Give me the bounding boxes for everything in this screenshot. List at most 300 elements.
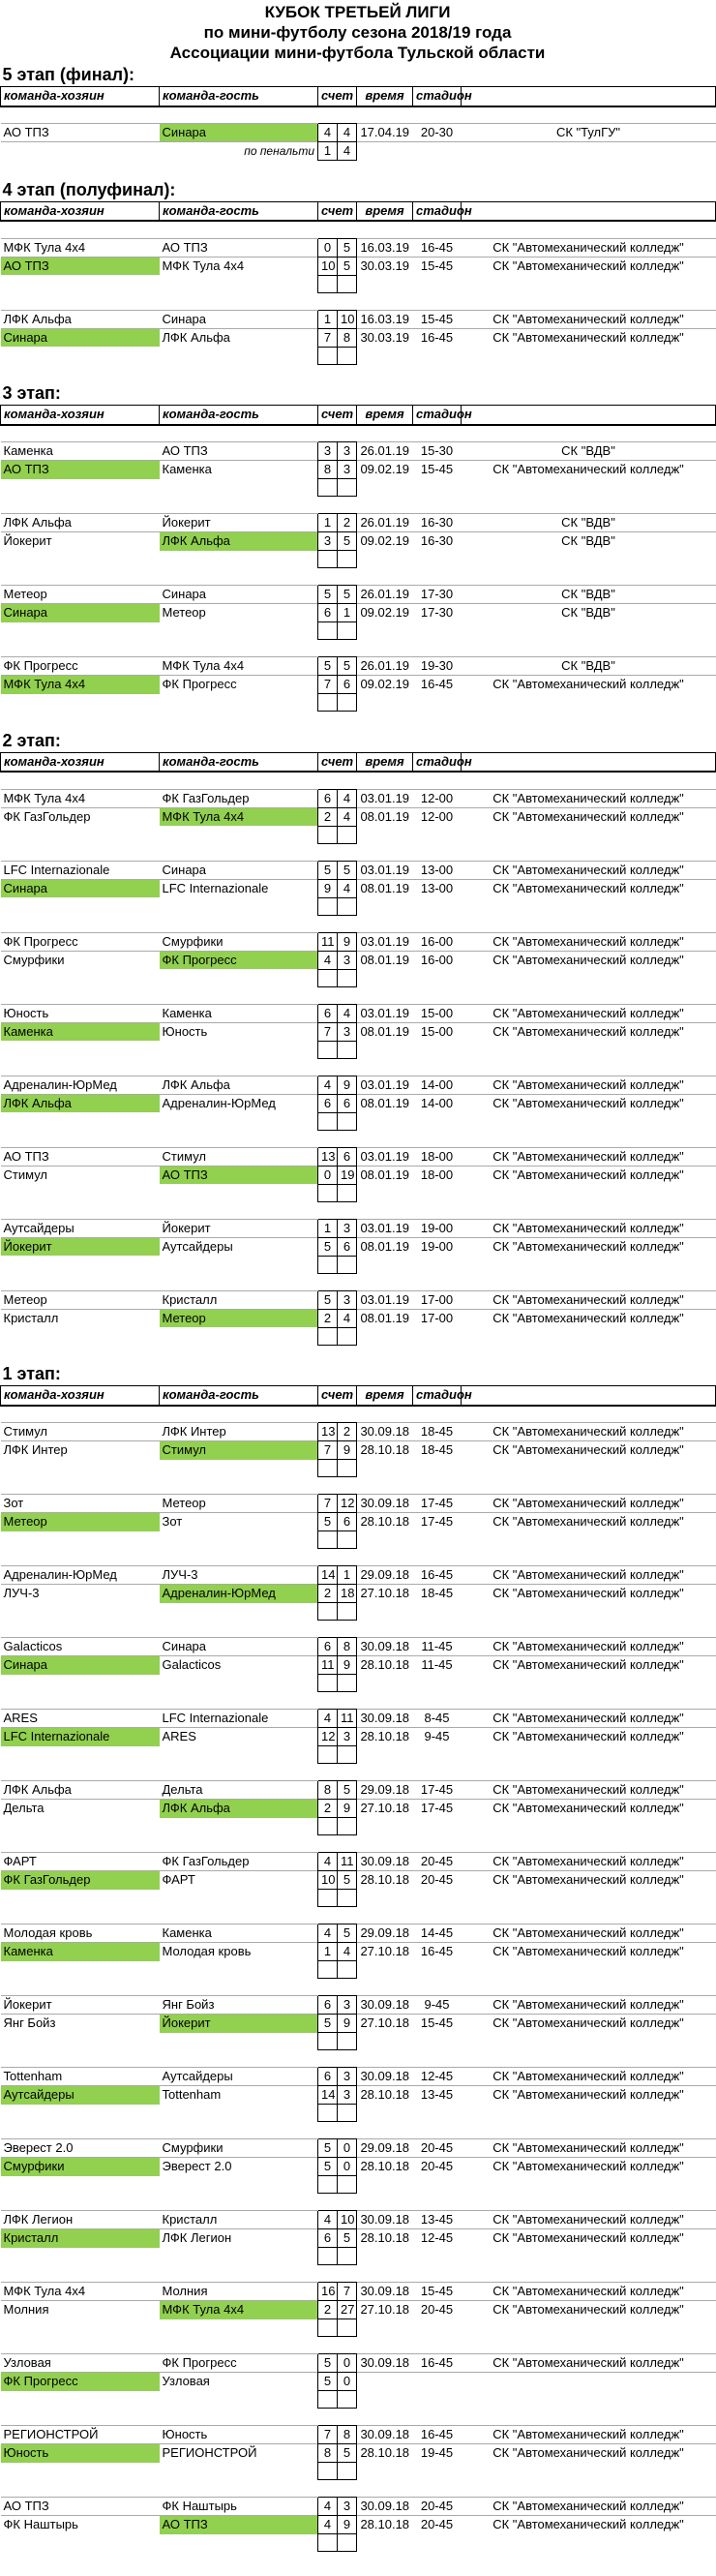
empty-cell xyxy=(413,1746,462,1764)
empty-cell xyxy=(338,2480,357,2498)
match-time: 18-00 xyxy=(413,1166,462,1184)
away-score: 10 xyxy=(338,310,357,328)
match-date: 28.10.18 xyxy=(357,2158,413,2176)
empty-cell xyxy=(318,551,338,568)
empty-cell xyxy=(338,1130,357,1147)
empty-cell xyxy=(462,915,716,932)
empty-cell xyxy=(338,2552,357,2569)
empty-cell xyxy=(338,1184,357,1201)
match-row xyxy=(1,514,716,532)
column-header: команда-хозяин xyxy=(1,406,160,425)
aggregate-row xyxy=(1,479,716,497)
empty-cell xyxy=(318,2391,338,2409)
empty-cell xyxy=(338,772,357,789)
empty-cell xyxy=(357,106,413,124)
empty-cell xyxy=(357,772,413,789)
empty-cell xyxy=(160,2122,318,2139)
empty-cell xyxy=(318,347,338,364)
stadium: СК "Автомеханический колледж" xyxy=(462,1943,716,1961)
match-date: 29.09.18 xyxy=(357,2139,413,2158)
empty-cell xyxy=(338,1345,357,1362)
empty-cell xyxy=(318,772,338,789)
empty-cell xyxy=(338,640,357,657)
empty-cell xyxy=(462,2391,716,2409)
home-team: Янг Бойз xyxy=(1,2015,160,2033)
match-row xyxy=(1,1495,716,1513)
home-score: 14 xyxy=(318,1566,338,1585)
empty-cell xyxy=(160,712,318,729)
aggregate-row xyxy=(1,2463,716,2480)
empty-cell xyxy=(160,772,318,789)
empty-cell xyxy=(357,275,413,292)
home-team: Йокерит xyxy=(1,532,160,551)
home-team: Стимул xyxy=(1,1423,160,1441)
empty-cell xyxy=(357,2463,413,2480)
empty-cell xyxy=(413,275,462,292)
empty-cell xyxy=(1,221,160,238)
stadium: СК "Автомеханический колледж" xyxy=(462,2068,716,2086)
match-date: 03.01.19 xyxy=(357,789,413,807)
empty-cell xyxy=(318,568,338,586)
away-team: Янг Бойз xyxy=(160,1996,318,2015)
match-time: 15-45 xyxy=(413,2283,462,2301)
home-team: МФК Тула 4х4 xyxy=(1,238,160,257)
match-date: 03.01.19 xyxy=(357,1004,413,1022)
spacer-row xyxy=(1,1549,716,1566)
column-header: команда-гость xyxy=(160,87,318,106)
empty-cell xyxy=(338,1621,357,1638)
empty-cell xyxy=(160,1692,318,1710)
away-score: 0 xyxy=(338,2158,357,2176)
away-score: 5 xyxy=(338,657,357,676)
empty-cell xyxy=(1,1961,160,1979)
empty-cell xyxy=(357,1979,413,1996)
empty-cell xyxy=(357,1961,413,1979)
empty-cell xyxy=(413,915,462,932)
match-date: 08.01.19 xyxy=(357,951,413,969)
empty-cell xyxy=(160,2248,318,2265)
match-time: 20-45 xyxy=(413,2301,462,2319)
stadium: СК "Автомеханический колледж" xyxy=(462,1585,716,1603)
aggregate-row xyxy=(1,2248,716,2265)
match-row xyxy=(1,1853,716,1871)
column-header xyxy=(462,201,716,221)
empty-cell xyxy=(462,1621,716,1638)
away-score: 8 xyxy=(338,328,357,347)
stadium: СК "Автомеханический колледж" xyxy=(462,1996,716,2015)
away-score: 5 xyxy=(338,1871,357,1890)
empty-cell xyxy=(1,275,160,292)
home-score: 5 xyxy=(318,2354,338,2373)
aggregate-row xyxy=(1,1460,716,1477)
empty-cell xyxy=(318,2265,338,2283)
empty-cell xyxy=(160,292,318,310)
home-team: ЛУЧ-3 xyxy=(1,1585,160,1603)
title-line-1: КУБОК ТРЕТЬЕЙ ЛИГИ xyxy=(264,3,451,21)
match-row xyxy=(1,2444,716,2463)
empty-cell xyxy=(338,1549,357,1566)
home-score: 4 xyxy=(318,951,338,969)
empty-cell xyxy=(1,2319,160,2337)
home-score: 14 xyxy=(318,2086,338,2105)
home-team: ФК Прогресс xyxy=(1,2373,160,2391)
away-team: ЛФК Альфа xyxy=(160,532,318,551)
stadium: СК "Автомеханический колледж" xyxy=(462,932,716,951)
away-team: Дельта xyxy=(160,1781,318,1800)
stadium: СК "Автомеханический колледж" xyxy=(462,238,716,257)
spacer-row xyxy=(1,640,716,657)
away-team: Адреналин-ЮрМед xyxy=(160,1094,318,1112)
match-time: 13-45 xyxy=(413,2211,462,2229)
empty-cell xyxy=(338,1273,357,1290)
away-team: Эверест 2.0 xyxy=(160,2158,318,2176)
away-score: 12 xyxy=(338,1495,357,1513)
empty-cell xyxy=(357,1477,413,1495)
stadium: СК "Автомеханический колледж" xyxy=(462,1237,716,1256)
empty-cell xyxy=(462,826,716,843)
home-team: LFC Internazionale xyxy=(1,1728,160,1746)
empty-cell xyxy=(357,2050,413,2068)
empty-cell xyxy=(160,2050,318,2068)
match-date: 30.09.18 xyxy=(357,2068,413,2086)
empty-cell xyxy=(160,843,318,861)
empty-cell xyxy=(357,221,413,238)
away-team: АО ТПЗ xyxy=(160,1166,318,1184)
empty-cell xyxy=(338,2176,357,2194)
home-score: 2 xyxy=(318,1309,338,1327)
match-date: 16.03.19 xyxy=(357,238,413,257)
home-team: LFC Internazionale xyxy=(1,861,160,879)
match-date: 03.01.19 xyxy=(357,932,413,951)
empty-cell xyxy=(413,2248,462,2265)
empty-cell xyxy=(462,221,716,238)
empty-cell xyxy=(338,694,357,712)
empty-cell xyxy=(357,551,413,568)
home-team: Tottenham xyxy=(1,2068,160,2086)
empty-cell xyxy=(462,1460,716,1477)
column-header: стадион xyxy=(413,406,462,425)
home-team: ARES xyxy=(1,1710,160,1728)
away-team: ЛУЧ-3 xyxy=(160,1566,318,1585)
match-time: 13-00 xyxy=(413,879,462,897)
home-score: 7 xyxy=(318,2426,338,2444)
empty-cell xyxy=(1,712,160,729)
empty-cell xyxy=(318,843,338,861)
away-score: 3 xyxy=(338,1290,357,1309)
away-team: Йокерит xyxy=(160,1219,318,1237)
match-row xyxy=(1,2373,716,2391)
home-team: ЛФК Интер xyxy=(1,1441,160,1460)
aggregate-row xyxy=(1,1603,716,1621)
away-score: 4 xyxy=(338,1004,357,1022)
home-score: 2 xyxy=(318,2301,338,2319)
empty-cell xyxy=(1,161,160,178)
empty-cell xyxy=(413,1477,462,1495)
empty-cell xyxy=(1,551,160,568)
away-team: Каменка xyxy=(160,1924,318,1943)
match-time: 11-45 xyxy=(413,1638,462,1656)
empty-cell xyxy=(160,1746,318,1764)
empty-cell xyxy=(1,915,160,932)
empty-cell xyxy=(318,2337,338,2354)
match-time: 17-00 xyxy=(413,1309,462,1327)
empty-cell xyxy=(462,1549,716,1566)
spacer-row xyxy=(1,1345,716,1362)
column-header: команда-гость xyxy=(160,201,318,221)
empty-cell xyxy=(338,712,357,729)
stadium: СК "Автомеханический колледж" xyxy=(462,257,716,275)
home-team: Йокерит xyxy=(1,1237,160,1256)
away-score: 4 xyxy=(338,124,357,142)
stadium: СК "ТулГУ" xyxy=(462,124,716,142)
match-row xyxy=(1,2015,716,2033)
home-score: 7 xyxy=(318,328,338,347)
empty-cell xyxy=(1,772,160,789)
empty-cell xyxy=(160,1764,318,1781)
empty-cell xyxy=(357,1692,413,1710)
empty-cell xyxy=(338,2033,357,2050)
column-header: время xyxy=(357,752,413,772)
empty-cell xyxy=(338,1835,357,1853)
stadium: СК "ВДВ" xyxy=(462,442,716,461)
empty-cell xyxy=(413,1327,462,1345)
spacer-row xyxy=(1,986,716,1004)
empty-cell xyxy=(357,2033,413,2050)
empty-cell xyxy=(357,1764,413,1781)
stage-title: 2 этап: xyxy=(2,730,61,750)
spacer-row xyxy=(1,1907,716,1924)
stadium xyxy=(462,2373,716,2391)
empty-cell xyxy=(413,1130,462,1147)
spacer-row xyxy=(1,1979,716,1996)
away-team: Молодая кровь xyxy=(160,1943,318,1961)
empty-cell xyxy=(318,897,338,915)
empty-cell xyxy=(1,142,160,161)
home-score: 1 xyxy=(318,1943,338,1961)
aggregate-row xyxy=(1,897,716,915)
match-time: 15-00 xyxy=(413,1022,462,1041)
match-date: 08.01.19 xyxy=(357,1022,413,1041)
empty-cell xyxy=(338,2463,357,2480)
empty-cell xyxy=(1,347,160,364)
empty-cell xyxy=(462,1406,716,1423)
away-score: 19 xyxy=(338,1166,357,1184)
away-score: 8 xyxy=(338,1638,357,1656)
stadium: СК "Автомеханический колледж" xyxy=(462,1094,716,1112)
column-header: команда-гость xyxy=(160,752,318,772)
empty-cell xyxy=(338,2248,357,2265)
empty-cell xyxy=(160,1112,318,1130)
empty-cell xyxy=(1,106,160,124)
match-time: 19-00 xyxy=(413,1219,462,1237)
stadium: СК "ВДВ" xyxy=(462,532,716,551)
empty-cell xyxy=(462,2105,716,2122)
away-team: Tottenham xyxy=(160,2086,318,2105)
match-time: 16-45 xyxy=(413,2426,462,2444)
match-row xyxy=(1,932,716,951)
match-row xyxy=(1,124,716,142)
column-header: время xyxy=(357,87,413,106)
away-score: 9 xyxy=(338,2015,357,2033)
empty-cell xyxy=(160,1460,318,1477)
match-date: 28.10.18 xyxy=(357,2444,413,2463)
away-score: 3 xyxy=(338,461,357,479)
empty-cell xyxy=(318,292,338,310)
empty-cell xyxy=(318,2033,338,2050)
away-team: АО ТПЗ xyxy=(160,2516,318,2534)
empty-cell xyxy=(160,2319,318,2337)
home-team: РЕГИОНСТРОЙ xyxy=(1,2426,160,2444)
match-row xyxy=(1,879,716,897)
stadium: СК "Автомеханический колледж" xyxy=(462,2516,716,2534)
empty-cell xyxy=(357,1675,413,1692)
empty-cell xyxy=(160,2480,318,2498)
match-time: 19-00 xyxy=(413,1237,462,1256)
away-team: Кристалл xyxy=(160,1290,318,1309)
empty-cell xyxy=(357,1890,413,1907)
empty-cell xyxy=(357,1406,413,1423)
empty-cell xyxy=(318,1692,338,1710)
empty-cell xyxy=(1,1345,160,1362)
away-score: 3 xyxy=(338,2086,357,2105)
empty-cell xyxy=(338,2409,357,2426)
home-team: АО ТПЗ xyxy=(1,2498,160,2516)
stadium: СК "Автомеханический колледж" xyxy=(462,2444,716,2463)
spacer-row xyxy=(1,161,716,178)
match-row xyxy=(1,586,716,604)
empty-cell xyxy=(462,1603,716,1621)
empty-cell xyxy=(338,1746,357,1764)
empty-cell xyxy=(413,1764,462,1781)
empty-cell xyxy=(357,142,413,161)
empty-cell xyxy=(1,1273,160,1290)
empty-cell xyxy=(160,1130,318,1147)
empty-cell xyxy=(413,2105,462,2122)
match-time: 16-00 xyxy=(413,951,462,969)
match-date: 08.01.19 xyxy=(357,1237,413,1256)
aggregate-row xyxy=(1,1961,716,1979)
empty-cell xyxy=(318,1130,338,1147)
empty-cell xyxy=(160,1621,318,1638)
spacer-row xyxy=(1,2050,716,2068)
spacer-row xyxy=(1,2194,716,2211)
empty-cell xyxy=(413,897,462,915)
stadium: СК "Автомеханический колледж" xyxy=(462,1513,716,1531)
stadium: СК "Автомеханический колледж" xyxy=(462,1495,716,1513)
empty-cell xyxy=(357,694,413,712)
empty-cell xyxy=(462,1256,716,1273)
stadium: СК "Автомеханический колледж" xyxy=(462,2498,716,2516)
title-line-2: по мини-футболу сезона 2018/19 года xyxy=(203,23,512,42)
empty-cell xyxy=(357,915,413,932)
empty-cell xyxy=(357,1818,413,1835)
empty-cell xyxy=(462,622,716,640)
empty-cell xyxy=(357,1531,413,1549)
empty-cell xyxy=(338,497,357,514)
match-date: 27.10.18 xyxy=(357,2301,413,2319)
match-time xyxy=(413,2373,462,2391)
away-team: Синара xyxy=(160,1638,318,1656)
empty-cell xyxy=(357,1835,413,1853)
away-team: ФАРТ xyxy=(160,1871,318,1890)
home-score: 8 xyxy=(318,461,338,479)
empty-cell xyxy=(318,986,338,1004)
home-score: 4 xyxy=(318,2498,338,2516)
empty-cell xyxy=(462,1746,716,1764)
away-team: Юность xyxy=(160,1022,318,1041)
match-time: 16-45 xyxy=(413,1566,462,1585)
match-time: 17-45 xyxy=(413,1781,462,1800)
empty-cell xyxy=(413,2552,462,2569)
stadium: СК "Автомеханический колледж" xyxy=(462,2015,716,2033)
column-header: команда-хозяин xyxy=(1,1386,160,1406)
empty-cell xyxy=(160,161,318,178)
empty-cell xyxy=(462,1979,716,1996)
match-row xyxy=(1,789,716,807)
match-date: 03.01.19 xyxy=(357,1076,413,1094)
aggregate-row xyxy=(1,551,716,568)
empty-cell xyxy=(160,1907,318,1924)
away-team: МФК Тула 4х4 xyxy=(160,657,318,676)
match-row xyxy=(1,861,716,879)
column-header: стадион xyxy=(413,752,462,772)
home-team: Каменка xyxy=(1,1943,160,1961)
match-date: 27.10.18 xyxy=(357,2015,413,2033)
away-team: ФК Прогресс xyxy=(160,676,318,694)
empty-cell xyxy=(413,2176,462,2194)
match-date: 08.01.19 xyxy=(357,879,413,897)
empty-cell xyxy=(413,1345,462,1362)
empty-cell xyxy=(160,1184,318,1201)
home-score: 13 xyxy=(318,1423,338,1441)
home-score: 7 xyxy=(318,1022,338,1041)
empty-cell xyxy=(318,694,338,712)
empty-cell xyxy=(1,1406,160,1423)
away-team: ФК ГазГольдер xyxy=(160,789,318,807)
empty-cell xyxy=(318,2480,338,2498)
empty-cell xyxy=(160,640,318,657)
empty-cell xyxy=(462,551,716,568)
empty-cell xyxy=(318,1201,338,1219)
spacer-row xyxy=(1,1835,716,1853)
match-time: 17-30 xyxy=(413,604,462,622)
empty-cell xyxy=(338,2391,357,2409)
empty-cell xyxy=(338,1058,357,1076)
empty-cell xyxy=(160,1477,318,1495)
match-date: 09.02.19 xyxy=(357,461,413,479)
empty-cell xyxy=(1,1201,160,1219)
match-time: 18-45 xyxy=(413,1441,462,1460)
match-time: 20-45 xyxy=(413,2158,462,2176)
away-score: 6 xyxy=(338,1147,357,1166)
empty-cell xyxy=(1,2050,160,2068)
match-row xyxy=(1,604,716,622)
empty-cell xyxy=(462,2319,716,2337)
empty-cell xyxy=(413,772,462,789)
aggregate-row xyxy=(1,2534,716,2552)
empty-cell xyxy=(413,1460,462,1477)
empty-cell xyxy=(160,2265,318,2283)
stadium: СК "Автомеханический колледж" xyxy=(462,328,716,347)
empty-cell xyxy=(338,1406,357,1423)
empty-cell xyxy=(462,712,716,729)
away-score: 9 xyxy=(338,1656,357,1675)
empty-cell xyxy=(338,897,357,915)
empty-cell xyxy=(462,694,716,712)
empty-cell xyxy=(318,1327,338,1345)
header-row xyxy=(1,1386,716,1406)
empty-cell xyxy=(462,640,716,657)
